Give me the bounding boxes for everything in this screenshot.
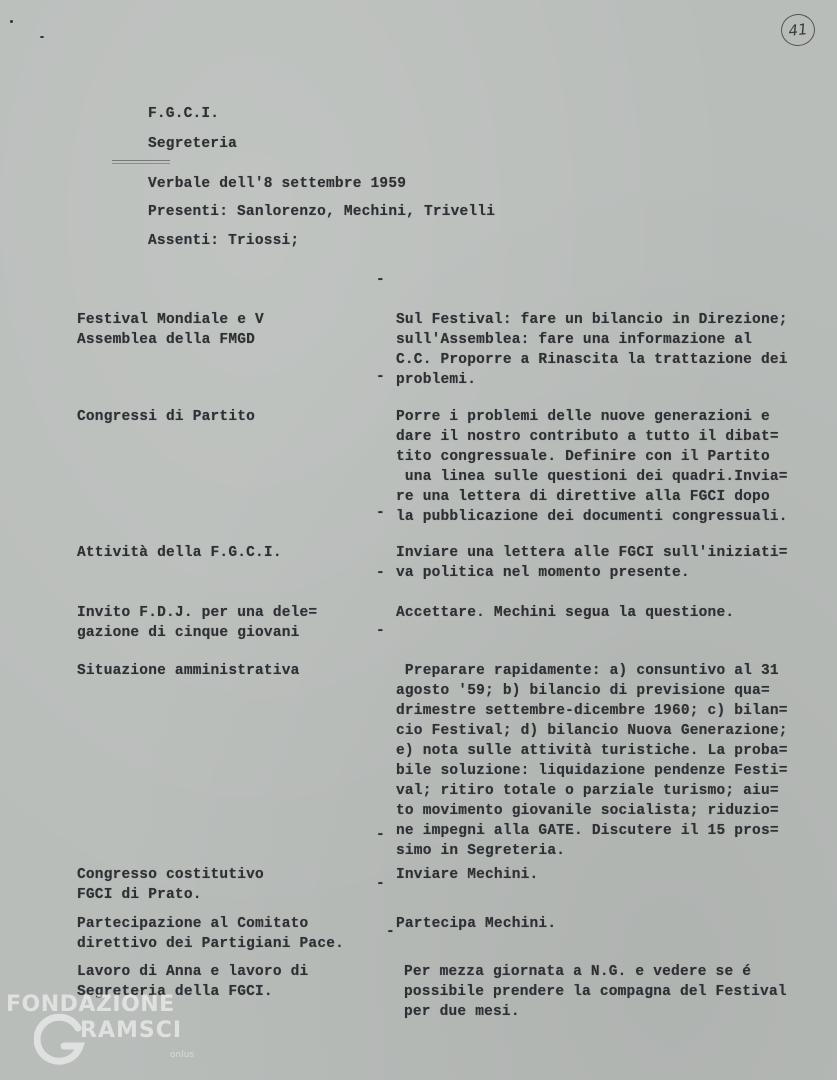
org-name: F.G.C.I. bbox=[148, 106, 220, 122]
absent-line: Assenti: Triossi; bbox=[148, 233, 300, 249]
underline-rule bbox=[112, 160, 170, 161]
page-number-stamp: 41 bbox=[779, 12, 816, 47]
item-text: Partecipa Mechini. bbox=[396, 916, 557, 932]
office-name: Segreteria bbox=[148, 136, 238, 152]
ink-speck bbox=[10, 20, 13, 23]
fondazione-gramsci-watermark bbox=[4, 988, 214, 1078]
present-line: Presenti: Sanlorenzo, Mechini, Trivelli bbox=[148, 204, 496, 220]
ink-speck bbox=[40, 36, 44, 38]
item-dash: - bbox=[376, 623, 385, 639]
item-text: Per mezza giornata a N.G. e vedere se é possibile prendere la compagna del Festival per due mesi. bbox=[404, 964, 787, 1020]
item-text: Accettare. Mechini segua la questione. bbox=[396, 605, 735, 621]
item-text: Inviare Mechini. bbox=[396, 867, 539, 883]
item-label: Lavoro di Anna e lavoro di Segreteria della FGCI. bbox=[77, 964, 309, 1000]
item-dash: - bbox=[376, 827, 385, 843]
item-dash: - bbox=[376, 876, 385, 892]
watermark-line1: FONDAZIONE bbox=[6, 992, 175, 1017]
item-text: Preparare rapidamente: a) consuntivo al 31 agosto '59; b) bilancio di previsione qua= drimestre settembre-dicembre 1960; c) bilan= cio Festival; d) bilancio Nuova Generazione; e) nota sulle attività turistiche. La proba= bile soluzione: liquidazione pendenze Festi= val; ritiro totale o parziale turismo; aiu= to movimento giovanile socialista; riduzio= ne impegni alla GATE. Discutere il 15 pros= simo in Segreteria. bbox=[396, 663, 788, 859]
watermark-small: onlus bbox=[170, 1050, 195, 1060]
item-label: Festival Mondiale e V Assemblea della FMGD bbox=[77, 312, 264, 348]
item-label: Attività della F.G.C.I. bbox=[77, 545, 282, 561]
item-label: Congresso costitutivo FGCI di Prato. bbox=[77, 867, 264, 903]
item-label: Invito F.D.J. per una dele= gazione di cinque giovani bbox=[77, 605, 318, 641]
minutes-title: Verbale dell'8 settembre 1959 bbox=[148, 176, 407, 192]
item-dash: - bbox=[376, 369, 385, 385]
item-text: Inviare una lettera alle FGCI sull'iniziati= va politica nel momento presente. bbox=[396, 545, 788, 581]
item-text: Sul Festival: fare un bilancio in Direzione; sull'Assemblea: fare una informazione al C.C. Proporre a Rinascita la trattazione dei problemi. bbox=[396, 312, 788, 388]
item-text: Porre i problemi delle nuove generazioni e dare il nostro contributo a tutto il dibat= tito congressuale. Definire con il Partito una linea sulle questioni dei quadri.Invia= re una lettera di direttive alla FGCI dopo la pubblicazione dei documenti congressuali. bbox=[396, 409, 788, 525]
item-dash: - bbox=[376, 565, 385, 581]
item-label: Partecipazione al Comitato direttivo dei Partigiani Pace. bbox=[77, 916, 345, 952]
item-dash: - bbox=[376, 272, 385, 288]
watermark-line2: RAMSCI bbox=[80, 1018, 183, 1043]
item-dash: - bbox=[386, 924, 395, 940]
item-label: Situazione amministrativa bbox=[77, 663, 300, 679]
item-label: Congressi di Partito bbox=[77, 409, 256, 425]
item-dash: - bbox=[376, 505, 385, 521]
